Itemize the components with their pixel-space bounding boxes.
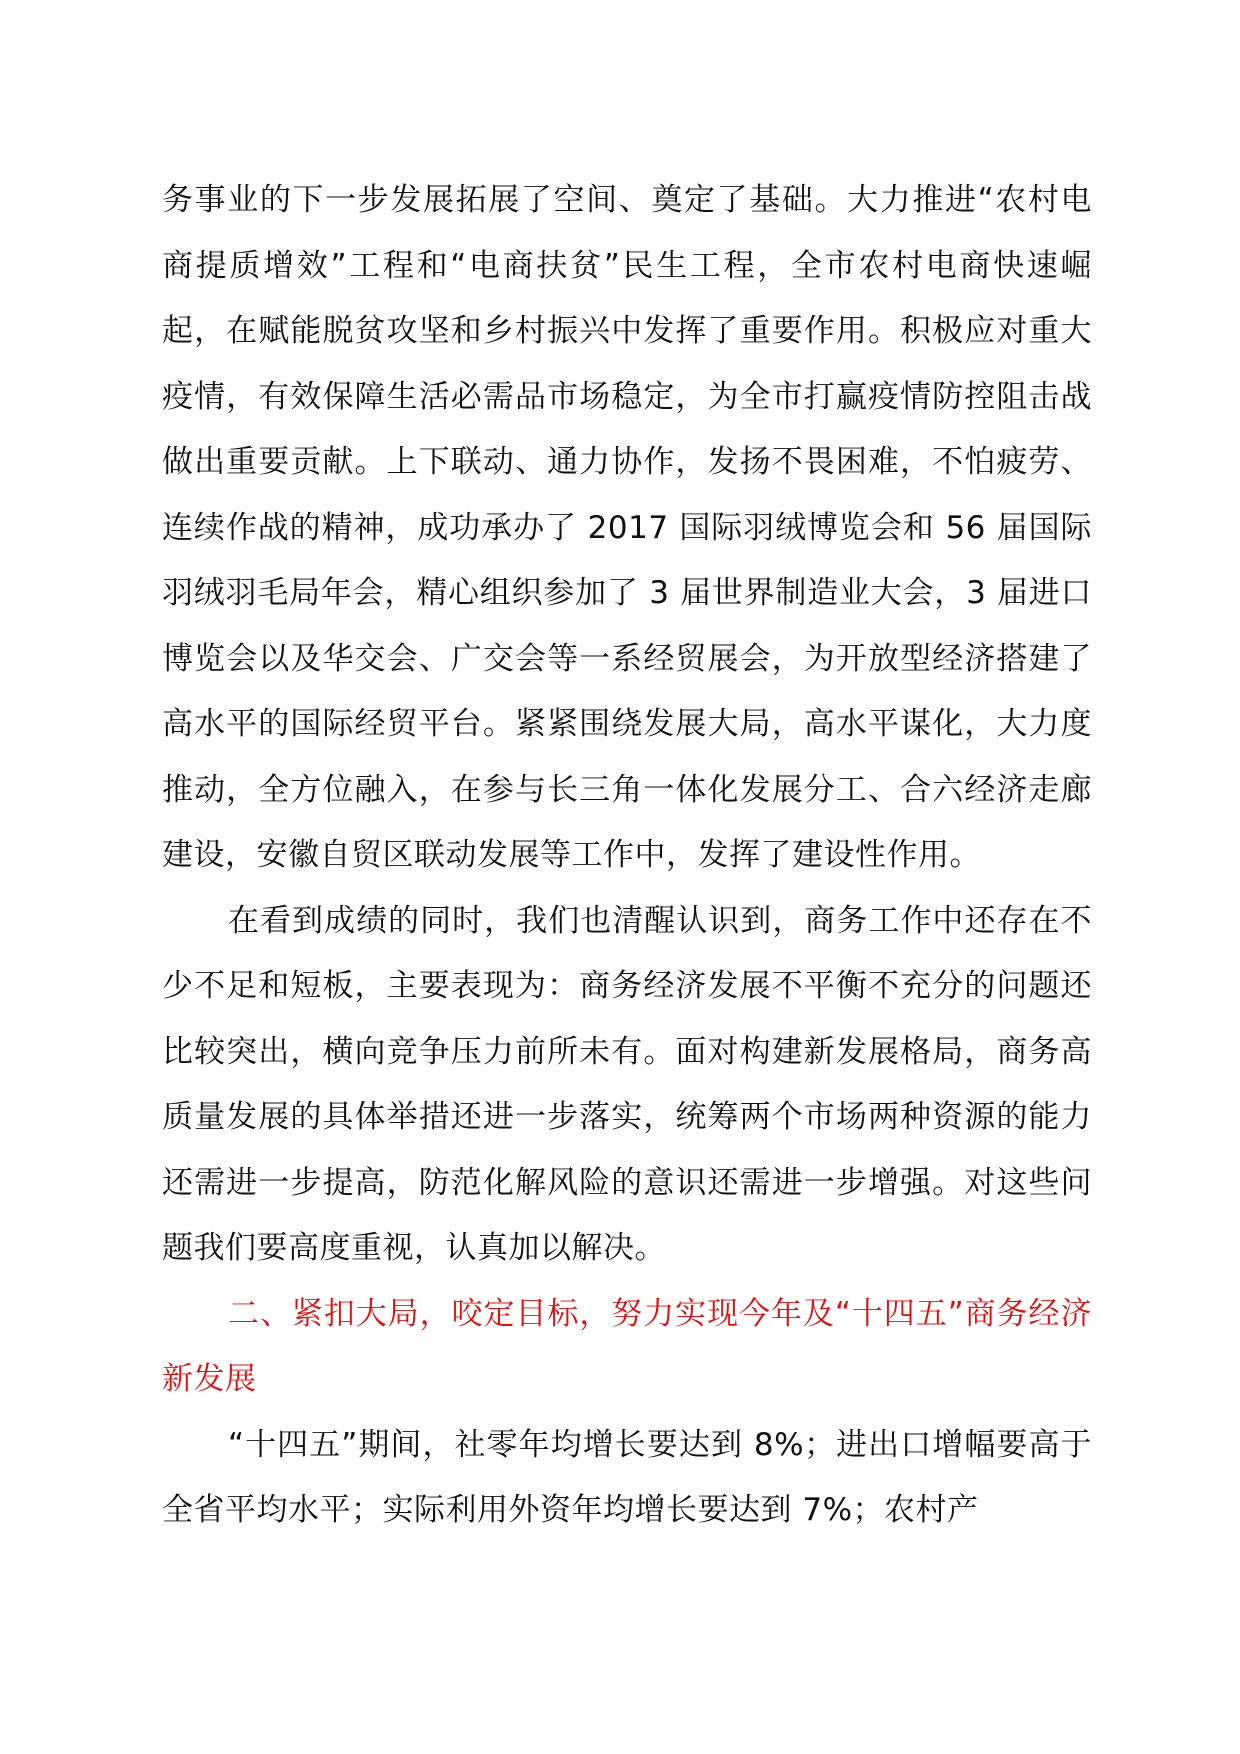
document-body <box>162 168 1092 1544</box>
paragraph-targets: “十四五”期间，社零年均增长要达到 8%；进出口增幅要高于全省平均水平；实际利用外资年均增长要达到 7%；农村产 <box>162 1426 1092 1528</box>
paragraph-shortcomings: 在看到成绩的同时，我们也清醒认识到，商务工作中还存在不少不足和短板，主要表现为：商务经济发展不平衡不充分的问题还比较突出，横向竞争压力前所未有。面对构建新发展格局，商务高质量发展的具体举措还进一步落实，统筹两个市场两种资源的能力还需进一步提高，防范化解风险的意识还需进一步增强。对这些问题我们要高度重视，认真加以解决。 <box>162 902 1092 1266</box>
section-heading-two: 二、紧扣大局，咬定目标，努力实现今年及“十四五”商务经济新发展 <box>162 1295 1092 1397</box>
paragraph-achievements-continued: 务事业的下一步发展拓展了空间、奠定了基础。大力推进“农村电商提质增效”工程和“电商扶贫”民生工程，全市农村电商快速崛起，在赋能脱贫攻坚和乡村振兴中发挥了重要作用。积极应对重大疫情，有效保障生活必需品市场稳定，为全市打赢疫情防控阻击战做出重要贡献。上下联动、通力协作，发扬不畏困难，不怕疲劳、连续作战的精神，成功承办了 2017 国际羽绒博览会和 56 届国际羽绒羽毛局年会，精心组织参加了 3 届世界制造业大会，3 届进口博览会以及华交会、广交会等一系经贸展会，为开放型经济搭建了高水平的国际经贸平台。紧紧围绕发展大局，高水平谋化，大力度推动，全方位融入，在参与长三角一体化发展分工、合六经济走廊建设，安徽自贸区联动发展等工作中，发挥了建设性作用。 <box>162 182 1092 873</box>
